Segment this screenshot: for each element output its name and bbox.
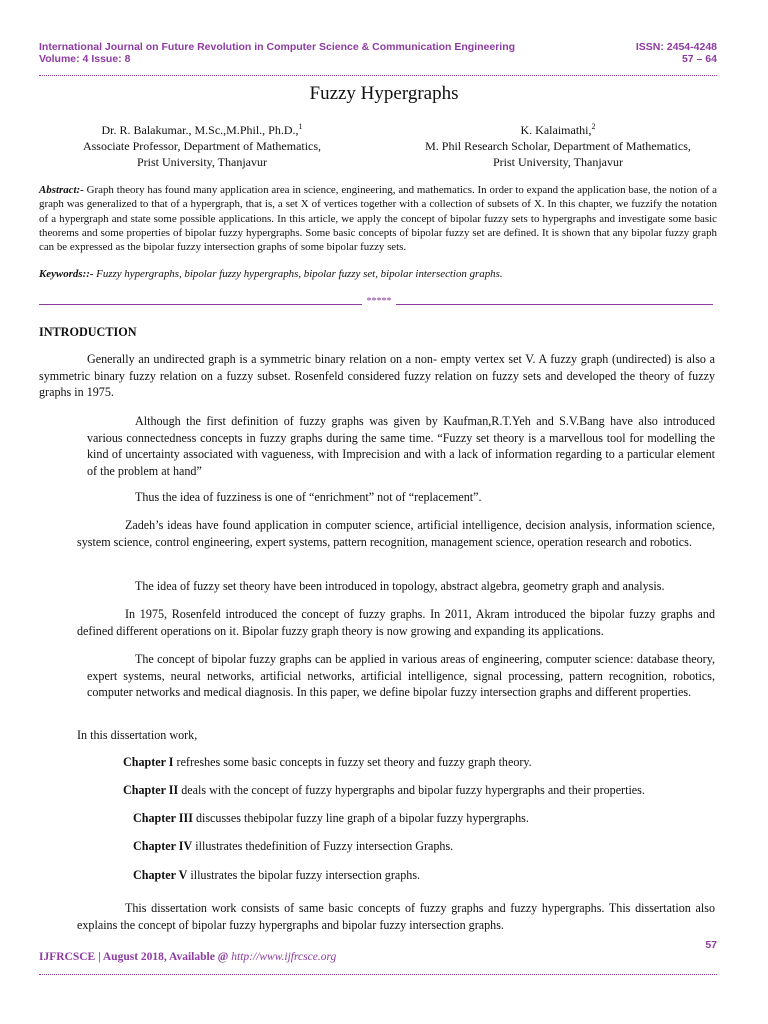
chapter-item-5: Chapter V illustrates the bipolar fuzzy intersection graphs. <box>133 868 421 882</box>
page-range: 57 – 64 <box>681 53 717 65</box>
paragraph-9: This dissertation work consists of same basic concepts of fuzzy graphs and fuzzy hypergraphs. This dissertation also explains the concept of bipolar fuzzy hypergraphs and bipolar fuzzy intersection graphs. <box>77 901 715 932</box>
footer-rule <box>39 974 717 975</box>
volume-issue: Volume: 4 Issue: 8 <box>39 53 131 65</box>
paragraph-6: In 1975, Rosenfeld introduced the concept of fuzzy graphs. In 2011, Akram introduced the bipolar fuzzy graphs and defined different operations on it. Bipolar fuzzy graph theory is now growing and expanding its applications. <box>77 607 715 638</box>
keywords-text: Fuzzy hypergraphs, bipolar fuzzy hypergraphs, bipolar fuzzy set, bipolar intersection graphs. <box>93 268 503 280</box>
chapter-item-2: Chapter II deals with the concept of fuzzy hypergraphs and bipolar fuzzy hypergraphs and their properties. <box>123 783 645 797</box>
paragraph-7: The concept of bipolar fuzzy graphs can be applied in various areas of engineering, computer science: database theory, expert systems, neural networks, artificial networks, artificial intelligence, signal processing, pattern recognition, robotics, computer networks and medical diagnosis. In this paper, we define bipolar fuzzy intersection graphs and different properties. <box>87 652 715 700</box>
author-1 <box>52 119 352 170</box>
separator-line-left <box>39 304 362 305</box>
author-2-role: M. Phil Research Scholar, Department of Mathematics, <box>425 139 691 153</box>
separator-stars: ***** <box>366 296 392 307</box>
chapter-item-4: Chapter IV illustrates thedefinition of Fuzzy intersection Graphs. <box>133 839 454 853</box>
paragraph-2: Although the first definition of fuzzy graphs was given by Kaufman,R.T.Yeh and S.V.Bang have also introduced various connectedness concepts in fuzzy graphs during the same time. “Fuzzy set theory is a marvellous tool for modelling the kind of uncertainty associated with vagueness, with Imprecision and with a lack of information regarding to a particular element of the problem at hand” <box>87 414 715 479</box>
abstract-label: Abstract:- <box>39 184 84 196</box>
journal-header <box>39 41 717 53</box>
journal-name: International Journal on Future Revolution in Computer Science & Communication Engineering <box>39 41 516 53</box>
paragraph-8: In this dissertation work, <box>77 728 198 742</box>
paragraph-5: The idea of fuzzy set theory have been introduced in topology, abstract algebra, geometry graph and analysis. <box>135 579 665 593</box>
paragraph-4: Zadeh’s ideas have found application in computer science, artificial intelligence, decision analysis, information science, system science, control engineering, expert systems, pattern recognition, management science, operation research and robotics. <box>77 518 715 549</box>
author-2-name: K. Kalaimathi,$^2$ <box>520 122 596 137</box>
author-2 <box>408 119 708 170</box>
separator-line-right <box>396 304 713 305</box>
keywords <box>39 268 503 280</box>
author-2-affiliation: Prist University, Thanjavur <box>493 155 623 169</box>
paragraph-1: Generally an undirected graph is a symmetric binary relation on a non- empty vertex set V. A fuzzy graph (undirected) is also a symmetric binary fuzzy relation on a fuzzy subset. Rosenfeld considered fuzzy relation on fuzzy sets and developed the theory of fuzzy graphs in 1975. <box>39 352 715 400</box>
author-1-role: Associate Professor, Department of Mathematics, <box>82 139 322 153</box>
issn: ISSN: 2454-4248 <box>635 41 717 53</box>
header-rule <box>39 75 717 76</box>
author-1-name: Dr. R. Balakumar., M.Sc.,M.Phil., Ph.D.,$^1$ <box>101 122 303 137</box>
abstract-text: Graph theory has found many application area in science, engineering, and mathematics. In order to expand the application base, the notion of a graph was generalized to that of a hypergraph, that is, a set X of vertices together with a collection of subsets of X. In this chapter, we fuzzify the notation of a hypergraph and state some possible applications. In this article, we apply the concept of bipolar fuzzy sets to hypergraphs and investigate some basic theorems and some properties of bipolar fuzzy hypergraphs. Some basic concepts of bipolar fuzzy set are defined. It is shown that any bipolar fuzzy graph can be expressed as the bipolar fuzzy intersection graphs of some bipolar fuzzy sets. <box>39 184 717 254</box>
paragraph-3: Thus the idea of fuzziness is one of “enrichment” not of “replacement”. <box>135 490 482 504</box>
journal-volume-line <box>39 53 717 65</box>
chapter-item-1: Chapter I refreshes some basic concepts in fuzzy set theory and fuzzy graph theory. <box>123 755 532 769</box>
paper-title: Fuzzy Hypergraphs <box>309 83 459 104</box>
keywords-label: Keywords::- <box>39 268 94 280</box>
footer-url-link[interactable]: http://www.ijfrcsce.org <box>231 951 337 963</box>
chapter-item-3: Chapter III discusses thebipolar fuzzy line graph of a bipolar fuzzy hypergraphs. <box>133 811 529 825</box>
footer <box>39 951 336 963</box>
author-1-affiliation: Prist University, Thanjavur <box>137 155 267 169</box>
section-heading: INTRODUCTION <box>39 325 137 339</box>
page-number: 57 <box>705 939 717 951</box>
footer-brand: IJFRCSCE | August 2018, Available @ <box>39 951 232 963</box>
abstract <box>39 183 717 254</box>
